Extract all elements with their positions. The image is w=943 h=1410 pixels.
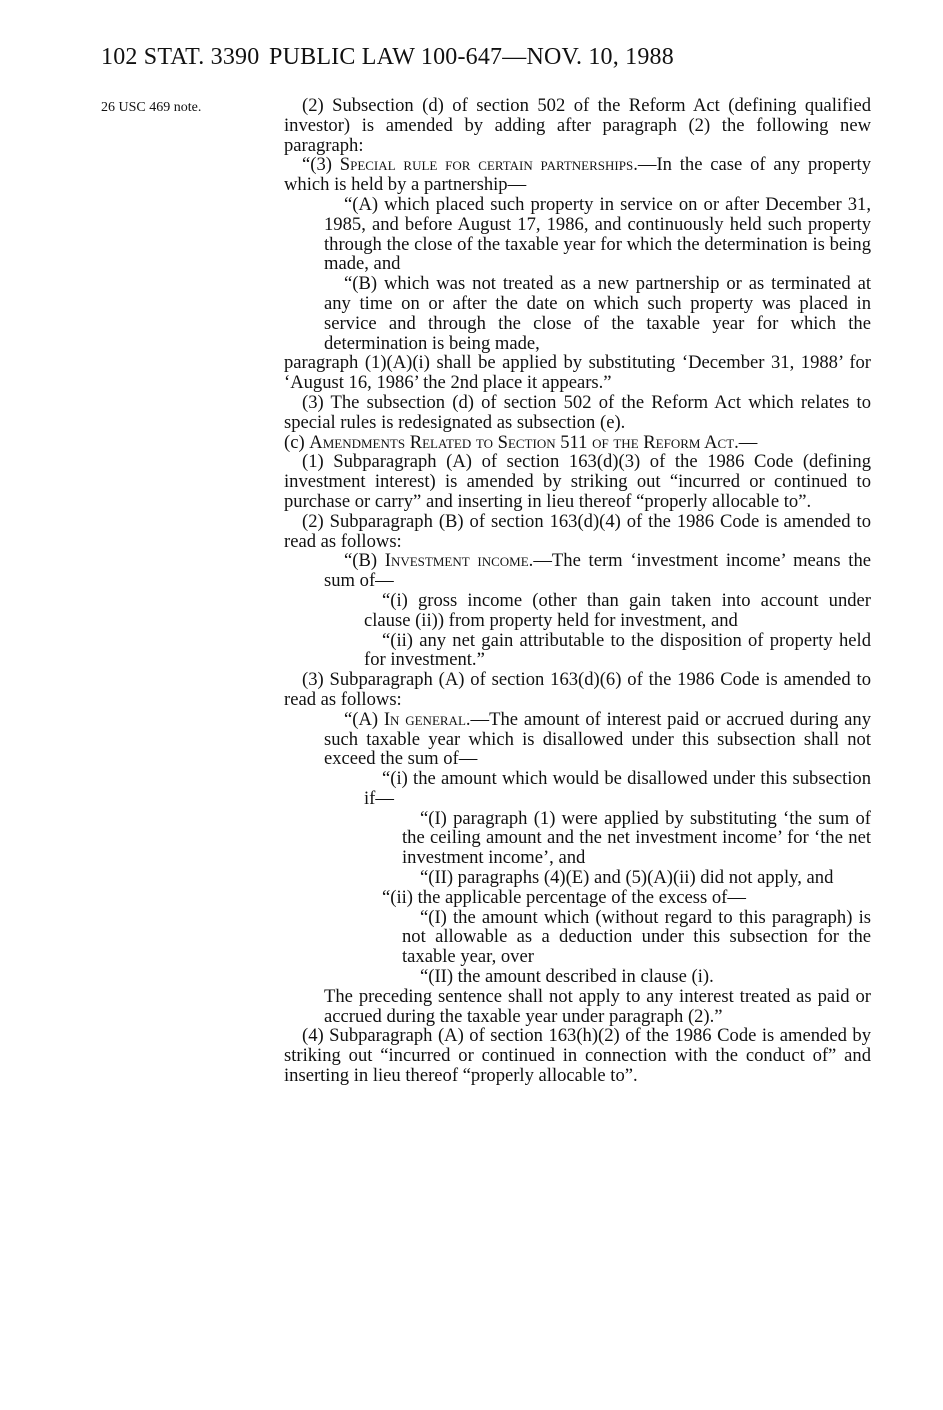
paragraph-text: (3) The subsection (d) of section 502 of the Reform Act which relates to special rules is redesignated as subsection (e). bbox=[284, 391, 871, 433]
paragraph-text: “(A) bbox=[344, 708, 384, 730]
paragraph-text: “(ii) the applicable percentage of the excess of— bbox=[382, 886, 746, 908]
statute-paragraph bbox=[284, 809, 871, 868]
paragraph-text: (2) Subparagraph (B) of section 163(d)(4) of the 1986 Code is amended to read as follows: bbox=[284, 510, 871, 552]
paragraph-text: “(B) which was not treated as a new partnership or as terminated at any time on or after the date on which such property was placed in service and through the close of the taxable year for which the determination is being made, bbox=[324, 273, 871, 354]
page-stat-citation: 102 STAT. 3390 bbox=[101, 44, 260, 70]
statute-paragraph bbox=[284, 96, 871, 155]
statute-paragraph bbox=[284, 670, 871, 710]
paragraph-text: .—The term ‘investment income’ means the sum of— bbox=[324, 550, 872, 592]
statute-paragraph bbox=[284, 967, 871, 987]
paragraph-text: (1) Subparagraph (A) of section 163(d)(3) of the 1986 Code (defining investment interest) is amended by striking out “incurred or continued to purchase or carry” and inserting in lieu thereof “properly allocable to”. bbox=[284, 451, 871, 512]
paragraph-text: “(I) paragraph (1) were applied by substituting ‘the sum of the ceiling amount and the net investment income’ for ‘the net investment income’, and bbox=[402, 807, 871, 869]
statute-paragraph bbox=[284, 512, 871, 552]
paragraph-text: “(B) bbox=[344, 550, 385, 572]
section-heading: Amendments Related to Section 511 of the Reform Act bbox=[309, 431, 735, 453]
statute-paragraph bbox=[284, 393, 871, 433]
paragraph-text: “(3) bbox=[302, 154, 340, 176]
statute-paragraph bbox=[284, 908, 871, 967]
section-heading: In general bbox=[383, 708, 466, 730]
paragraph-text: The preceding sentence shall not apply to any interest treated as paid or accrued during the taxable year under paragraph (2).” bbox=[324, 985, 871, 1027]
statute-paragraph bbox=[284, 195, 871, 274]
statute-paragraph bbox=[284, 452, 871, 511]
statute-paragraph bbox=[284, 1026, 871, 1085]
statute-paragraph bbox=[284, 155, 871, 195]
statute-paragraph bbox=[284, 868, 871, 888]
statute-paragraph bbox=[284, 551, 871, 591]
paragraph-text: .—In the case of any property which is held by a partnership— bbox=[284, 154, 872, 196]
paragraph-text: “(A) which placed such property in service on or after December 31, 1985, and before August 17, 1986, and continuously held such property through the close of the taxable year for which the determination is being made, and bbox=[324, 193, 871, 275]
paragraph-text: “(i) gross income (other than gain taken into account under clause (ii)) from property held for investment, and bbox=[364, 589, 871, 631]
paragraph-text: .—The amount of interest paid or accrued during any such taxable year which is disallowed under this subsection shall not exceed the sum of— bbox=[324, 708, 871, 770]
paragraph-text: “(II) paragraphs (4)(E) and (5)(A)(ii) did not apply, and bbox=[420, 867, 834, 889]
statute-paragraph bbox=[284, 769, 871, 809]
section-heading: Special rule for certain partnerships bbox=[339, 154, 634, 176]
section-heading: Investment income bbox=[384, 550, 529, 572]
statute-paragraph bbox=[284, 987, 871, 1027]
paragraph-text: (c) bbox=[284, 431, 310, 453]
statute-body bbox=[284, 96, 871, 1086]
statute-paragraph bbox=[284, 631, 871, 671]
paragraph-text: “(I) the amount which (without regard to this paragraph) is not allowable as a deduction under this subsection for the taxable year, over bbox=[402, 906, 871, 968]
statute-paragraph bbox=[284, 353, 871, 393]
paragraph-text: “(ii) any net gain attributable to the disposition of property held for investment.” bbox=[364, 629, 871, 671]
paragraph-text: .— bbox=[734, 431, 758, 453]
paragraph-text: “(II) the amount described in clause (i). bbox=[420, 966, 714, 988]
statute-paragraph bbox=[284, 274, 871, 353]
paragraph-text: “(i) the amount which would be disallowed under this subsection if— bbox=[364, 768, 871, 809]
paragraph-text: (4) Subparagraph (A) of section 163(h)(2) of the 1986 Code is amended by striking out “incurred or continued in connection with the conduct of” and inserting in lieu thereof “properly allocable to”. bbox=[284, 1025, 871, 1087]
statute-paragraph bbox=[284, 591, 871, 631]
statute-paragraph bbox=[284, 888, 871, 908]
paragraph-text: (2) Subsection (d) of section 502 of the Reform Act (defining qualified investor) is amended by adding after paragraph (2) the following new paragraph: bbox=[284, 95, 871, 156]
page-running-head: PUBLIC LAW 100-647—NOV. 10, 1988 bbox=[269, 44, 674, 70]
statute-paragraph bbox=[284, 710, 871, 769]
statute-paragraph bbox=[284, 433, 871, 453]
margin-note: 26 USC 469 note. bbox=[101, 100, 202, 115]
paragraph-text: (3) Subparagraph (A) of section 163(d)(6) of the 1986 Code is amended to read as follows: bbox=[284, 669, 871, 710]
paragraph-text: paragraph (1)(A)(i) shall be applied by substituting ‘December 31, 1988’ for ‘August 16, 1986’ the 2nd place it appears.” bbox=[284, 352, 871, 394]
